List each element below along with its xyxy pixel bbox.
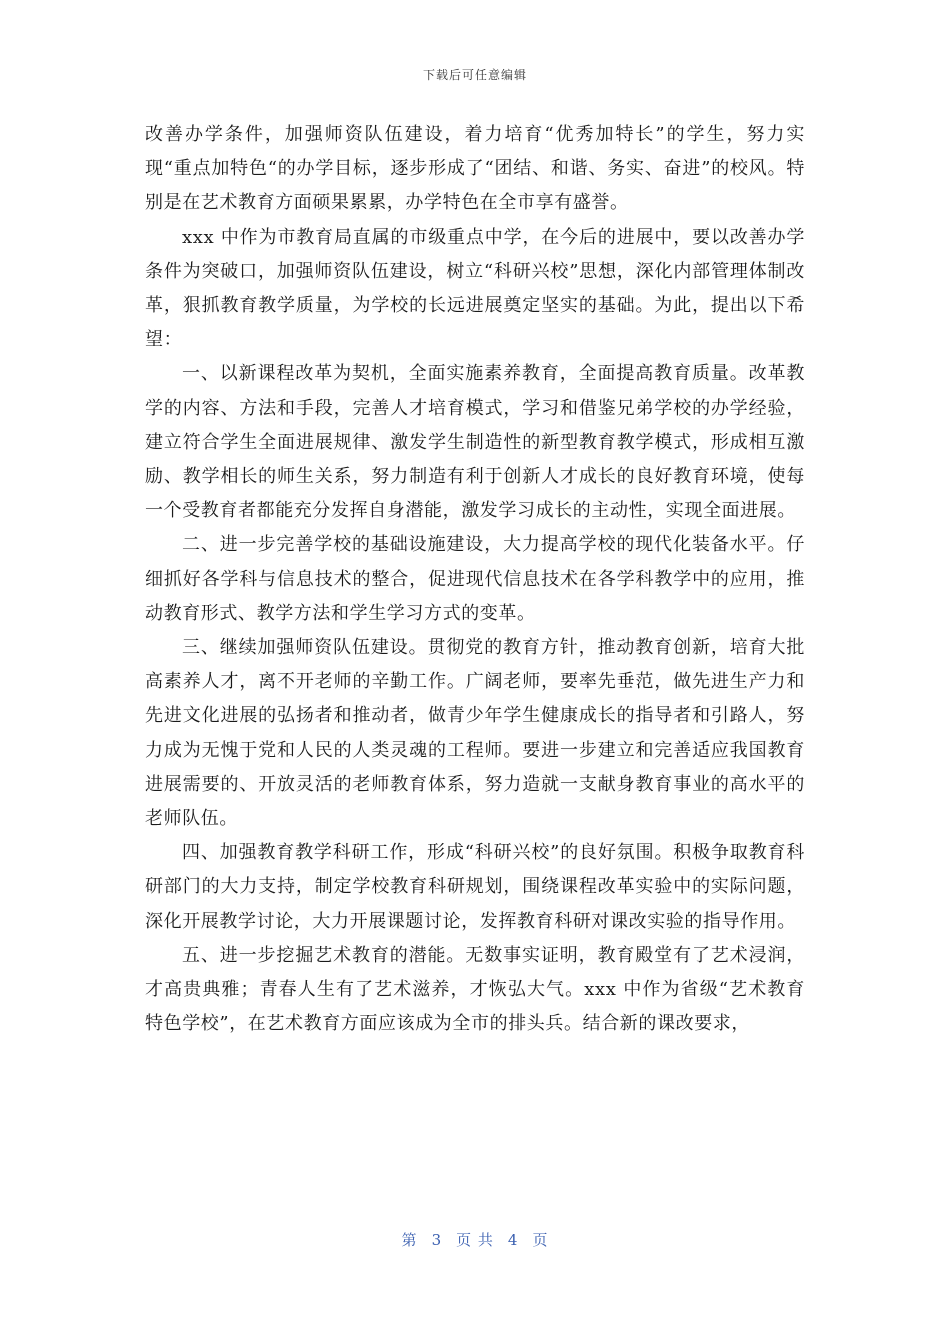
footer-prefix: 第 (401, 1231, 418, 1249)
paragraph-item-1: 一、以新课程改革为契机，全面实施素养教育，全面提高教育质量。改革教学的内容、方法和手段，完善人才培育模式，学习和借鉴兄弟学校的办学经验，建立符合学生全面进展规律、激发学生制造性的新型教育教学模式，形成相互激励、教学相长的师生关系，努力制造有利于创新人才成长的良好教育环境，使每一个受教育者都能充分发挥自身潜能，激发学习成长的主动性，实现全面进展。 (145, 363, 805, 522)
page-header: 下载后可任意编辑 (422, 68, 527, 82)
paragraph-intro: xxx 中作为市教育局直属的市级重点中学，在今后的进展中，要以改善办学条件为突破口，加强师资队伍建设，树立“科研兴校”思想，深化内部管理体制改革，狠抓教育教学质量，为学校的长远进展奠定坚实的基础。为此，提出以下希望： (145, 226, 805, 351)
paragraph-item-4: 四、加强教育教学科研工作，形成“科研兴校”的良好氛围。积极争取教育科研部门的大力支持，制定学校教育科研规划，围绕课程改革实验中的实际问题，深化开展教学讨论，大力开展课题讨论，发挥教育科研对课改实验的指导作用。 (145, 842, 805, 932)
page-footer (0, 1229, 950, 1250)
paragraph-item-3: 三、继续加强师资队伍建设。贯彻党的教育方针，推动教育创新，培育大批高素养人才，离不开老师的辛勤工作。广阔老师，要率先垂范，做先进生产力和先进文化进展的弘扬者和推动者，做青少年学生健康成长的指导者和引路人，努力成为无愧于党和人民的人类灵魂的工程师。要进一步建立和完善适应我国教育进展需要的、开放灵活的老师教育体系，努力造就一支献身教育事业的高水平的老师队伍。 (145, 637, 805, 830)
footer-middle: 页 共 (456, 1231, 494, 1249)
current-page-number: 3 (431, 1231, 443, 1249)
document-body (145, 118, 805, 1041)
total-pages-number: 4 (507, 1231, 519, 1249)
paragraph-continued: 改善办学条件，加强师资队伍建设，着力培育“优秀加特长”的学生，努力实现“重点加特色“的办学目标，逐步形成了“团结、和谐、务实、奋进”的校风。特别是在艺术教育方面硕果累累，办学特色在全市享有盛誉。 (145, 124, 805, 214)
paragraph-item-5: 五、进一步挖掘艺术教育的潜能。无数事实证明，教育殿堂有了艺术浸润，才高贵典雅；青春人生有了艺术滋养，才恢弘大气。xxx 中作为省级“艺术教育特色学校”，在艺术教育方面应该成为全市的排头兵。结合新的课改要求， (145, 944, 805, 1035)
footer-suffix: 页 (532, 1231, 549, 1249)
paragraph-item-2: 二、进一步完善学校的基础设施建设，大力提高学校的现代化装备水平。仔细抓好各学科与信息技术的整合，促进现代信息技术在各学科教学中的应用，推动教育形式、教学方法和学生学习方式的变革。 (145, 534, 805, 624)
